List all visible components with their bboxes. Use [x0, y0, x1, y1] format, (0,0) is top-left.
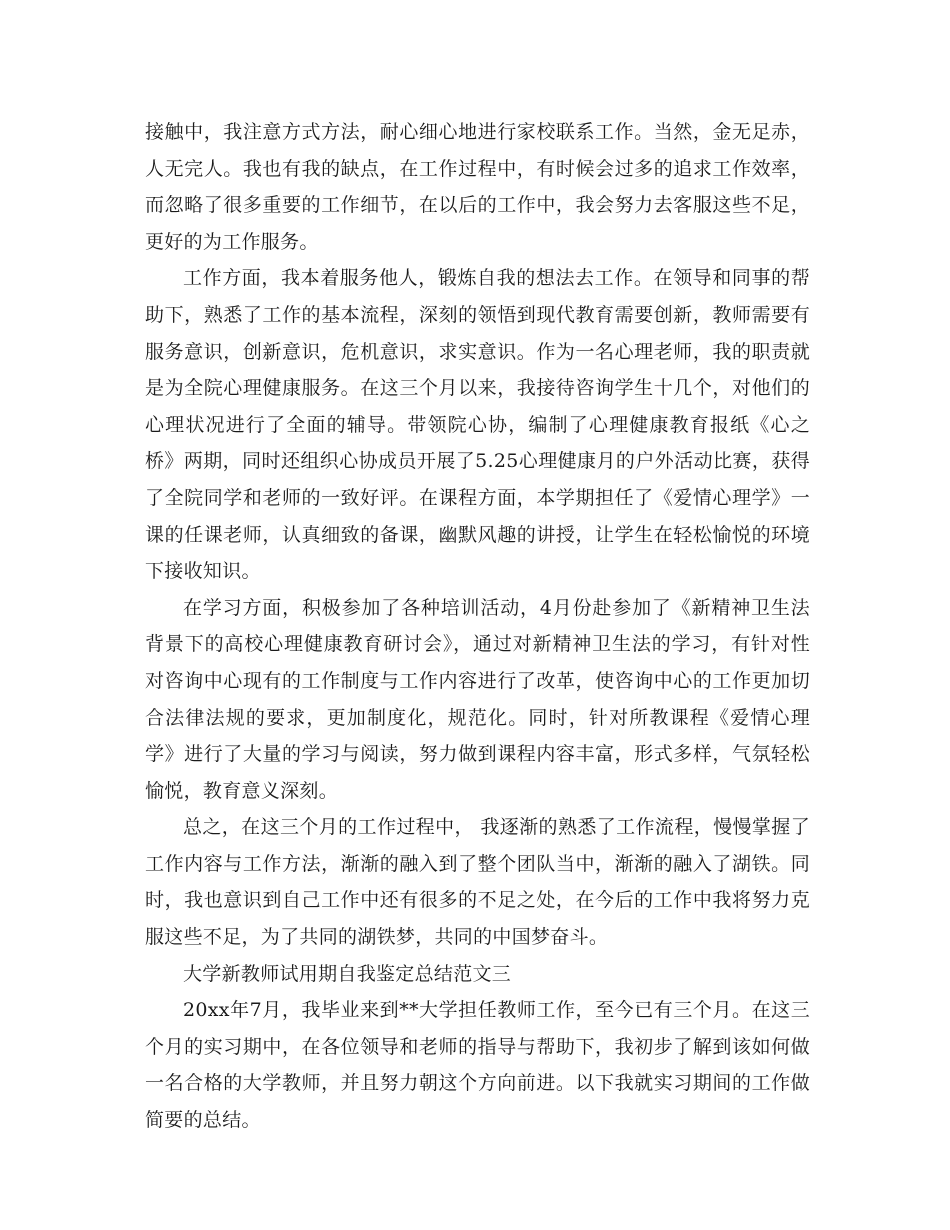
paragraph-continuation: 接触中，我注意方式方法，耐心细心地进行家校联系工作。当然，金无足赤，人无完人。我也有我的缺点，在工作过程中，有时候会过多的追求工作效率，而忽略了很多重要的工作细节，在以后的工作中，我会努力去客服这些不足，更好的为工作服务。 [145, 121, 810, 253]
paragraph-intro-three: 20xx年7月，我毕业来到**大学担任教师工作，至今已有三个月。在这三个月的实习期中，在各位领导和老师的指导与帮助下，我初步了解到该如何做一名合格的大学教师，并且努力朝这个方向前进。以下我就实习期间的工作做简要的总结。 [145, 999, 810, 1132]
paragraph-work: 工作方面，我本着服务他人，锻炼自我的想法去工作。在领导和同事的帮助下，熟悉了工作的基本流程，深刻的领悟到现代教育需要创新，教师需要有服务意识，创新意识，危机意识，求实意识。作为一名心理老师，我的职责就是为全院心理健康服务。在这三个月以来，我接待咨询学生十几个，对他们的心理状况进行了全面的辅导。带领院心协，编制了心理健康教育报纸《心之桥》两期，同时还组织心协成员开展了5.25心理健康月的户外活动比赛，获得了全院同学和老师的一致好评。在课程方面，本学期担任了《爱情心理学》一课的任课老师，认真细致的备课，幽默风趣的讲授，让学生在轻松愉悦的环境下接收知识。 [145, 267, 810, 583]
document-body [145, 114, 810, 1139]
paragraph-summary: 总之，在这三个月的工作过程中， 我逐渐的熟悉了工作流程，慢慢掌握了工作内容与工作方法，渐渐的融入到了整个团队当中，渐渐的融入了湖铁。同时，我也意识到自己工作中还有很多的不足之处，在今后的工作中我将努力克服这些不足，为了共同的湖铁梦，共同的中国梦奋斗。 [145, 816, 810, 949]
section-heading: 大学新教师试用期自我鉴定总结范文三 [183, 962, 512, 985]
paragraph-study: 在学习方面，积极参加了各种培训活动，4月份赴参加了《新精神卫生法背景下的高校心理健康教育研讨会》，通过对新精神卫生法的学习，有针对性对咨询中心现有的工作制度与工作内容进行了改革，使咨询中心的工作更加切合法律法规的要求，更加制度化，规范化。同时，针对所教课程《爱情心理学》进行了大量的学习与阅读，努力做到课程内容丰富，形式多样，气氛轻松愉悦，教育意义深刻。 [145, 596, 810, 802]
